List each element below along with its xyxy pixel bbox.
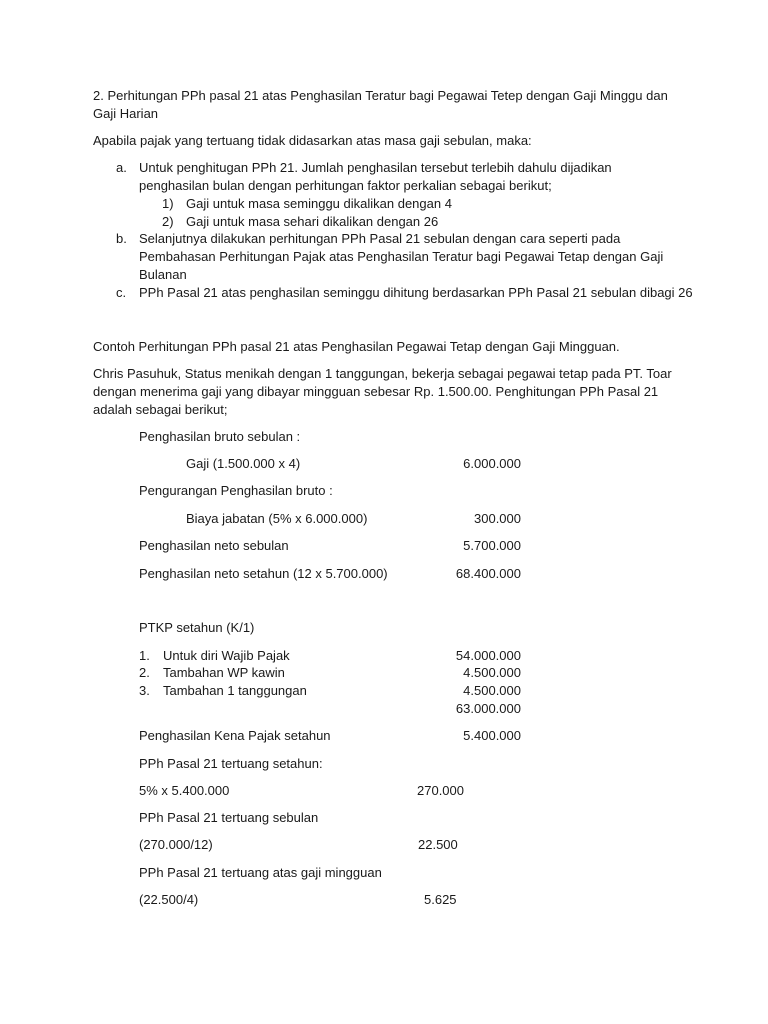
ptkp-item-label-2: Tambahan WP kawin	[163, 665, 285, 680]
ptkp-item-value-3: 4.500.000	[463, 683, 521, 698]
ptkp-label: PTKP setahun (K/1)	[139, 620, 255, 635]
pph-minggu-formula: (22.500/4)	[139, 892, 199, 907]
biaya-jabatan-label: Biaya jabatan (5% x 6.000.000)	[186, 511, 368, 526]
pph-bulan-value: 22.500	[418, 837, 458, 852]
section-heading-line2: Gaji Harian	[93, 106, 159, 121]
list-marker-b: b.	[116, 231, 127, 246]
pph-tahun-value: 270.000	[417, 783, 464, 798]
sub-marker-2: 2)	[162, 214, 174, 229]
pkp-value: 5.400.000	[463, 728, 521, 743]
item-b-line1: Selanjutnya dilakukan perhitungan PPh Pasal 21 sebulan dengan cara seperti pada	[139, 231, 621, 246]
example-para-line2: dengan menerima gaji yang dibayar mingguan sebesar Rp. 1.500.00. Penghitungan PPh Pasal 21	[93, 384, 659, 399]
pengurangan-label: Pengurangan Penghasilan bruto :	[139, 483, 333, 498]
item-c-line1: PPh Pasal 21 atas penghasilan seminggu dihitung berdasarkan PPh Pasal 21 sebulan dibagi 26	[139, 285, 693, 300]
list-marker-c: c.	[116, 285, 127, 300]
item-a-line2: penghasilan bulan dengan perhitungan faktor perkalian sebagai berikut;	[139, 178, 552, 193]
gaji-label: Gaji (1.500.000 x 4)	[186, 456, 301, 471]
item-a-line1: Untuk penghitugan PPh 21. Jumlah penghasilan tersebut terlebih dahulu dijadikan	[139, 160, 612, 175]
ptkp-item-value-2: 4.500.000	[463, 665, 521, 680]
intro-text: Apabila pajak yang tertuang tidak didasarkan atas masa gaji sebulan, maka:	[93, 133, 532, 148]
sub-item-1: Gaji untuk masa seminggu dikalikan dengan 4	[186, 196, 452, 211]
ptkp-marker-1: 1.	[139, 648, 150, 663]
section-heading-line1: 2. Perhitungan PPh pasal 21 atas Penghasilan Teratur bagi Pegawai Tetep dengan Gaji Minggu dan	[93, 88, 668, 103]
pph-minggu-label: PPh Pasal 21 tertuang atas gaji mingguan	[139, 865, 382, 880]
bruto-label: Penghasilan bruto sebulan :	[139, 429, 301, 444]
item-b-line3: Bulanan	[139, 267, 187, 282]
neto-tahun-value: 68.400.000	[455, 566, 521, 581]
example-para-line3: adalah sebagai berikut;	[93, 402, 228, 417]
ptkp-marker-2: 2.	[139, 665, 150, 680]
ptkp-marker-3: 3.	[139, 683, 150, 698]
example-para-line1: Chris Pasuhuk, Status menikah dengan 1 tanggungan, bekerja sebagai pegawai tetap pada PT. Toar	[93, 366, 672, 381]
ptkp-item-label-3: Tambahan 1 tanggungan	[163, 683, 307, 698]
sub-item-2: Gaji untuk masa sehari dikalikan dengan 26	[186, 214, 439, 229]
pph-bulan-label: PPh Pasal 21 tertuang sebulan	[139, 810, 319, 825]
example-title: Contoh Perhitungan PPh pasal 21 atas Penghasilan Pegawai Tetap dengan Gaji Mingguan.	[93, 339, 620, 354]
ptkp-item-label-1: Untuk diri Wajib Pajak	[163, 648, 290, 663]
pkp-label: Penghasilan Kena Pajak setahun	[139, 728, 331, 743]
item-b-line2: Pembahasan Perhitungan Pajak atas Penghasilan Teratur bagi Pegawai Tetap dengan Gaji	[139, 249, 664, 264]
pph-bulan-formula: (270.000/12)	[139, 837, 213, 852]
neto-bulan-value: 5.700.000	[463, 538, 521, 553]
biaya-jabatan-value: 300.000	[474, 511, 521, 526]
pph-minggu-value: 5.625	[424, 892, 457, 907]
sub-marker-1: 1)	[162, 196, 174, 211]
list-marker-a: a.	[116, 160, 127, 175]
ptkp-item-value-1: 54.000.000	[455, 648, 521, 663]
neto-bulan-label: Penghasilan neto sebulan	[139, 538, 289, 553]
gaji-value: 6.000.000	[463, 456, 521, 471]
ptkp-total-value: 63.000.000	[455, 701, 521, 716]
neto-tahun-label: Penghasilan neto setahun (12 x 5.700.000)	[139, 566, 388, 581]
pph-tahun-formula: 5% x 5.400.000	[139, 783, 230, 798]
pph-tahun-label: PPh Pasal 21 tertuang setahun:	[139, 756, 323, 771]
